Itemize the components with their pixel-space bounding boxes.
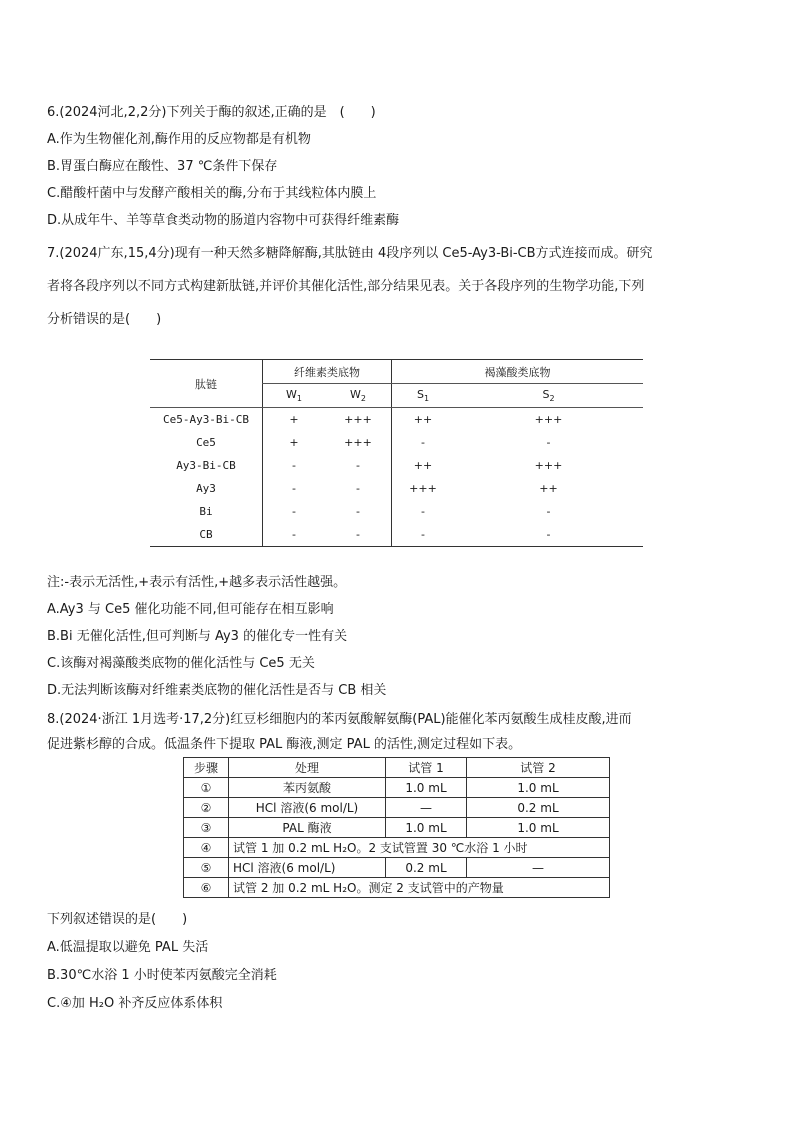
cell-s2: -	[454, 523, 643, 547]
cell-s1: ++	[392, 408, 455, 432]
q7-stem-line3: 分析错误的是( )	[47, 312, 162, 327]
cell-step: ③	[184, 818, 229, 838]
cell-s2: +++	[534, 413, 563, 426]
cell-s2: +++	[534, 459, 563, 472]
header-treatment: 处理	[229, 758, 386, 778]
cell-tube2: 1.0 mL	[467, 778, 610, 798]
cell-w2: -	[356, 505, 360, 518]
table-header-row	[184, 758, 610, 778]
cell-step: ⑥	[184, 878, 229, 898]
header-w2: $W_2$	[325, 384, 392, 408]
table-row	[184, 838, 610, 858]
cell-tube2: 0.2 mL	[467, 798, 610, 818]
cell-s1: +++	[392, 477, 455, 500]
table-row	[150, 500, 643, 523]
q8-stem-line2: 促进紫杉醇的合成。低温条件下提取 PAL 酶液,测定 PAL 的活性,测定过程如下表。	[47, 737, 522, 752]
q8-option-a: A.低温提取以避免 PAL 失活	[47, 940, 209, 955]
q7-activity-table	[150, 359, 643, 547]
cell-w1: -	[263, 477, 326, 500]
header-tube1: 试管 1	[386, 758, 467, 778]
q8-procedure-table	[183, 757, 610, 898]
cell-w1: +	[263, 431, 326, 454]
cell-treatment: HCl 溶液(6 mol/L)	[229, 798, 386, 818]
q7-option-d: D.无法判断该酶对纤维素类底物的催化活性是否与 CB 相关	[47, 683, 387, 698]
cell-w2: +++	[344, 436, 372, 449]
cell-step: ⑤	[184, 858, 229, 878]
cell-s2: ++	[539, 482, 558, 495]
table-row	[150, 454, 643, 477]
header-w1: $W_1$	[263, 384, 326, 408]
q7-stem-line1: 7.(2024广东,15,4分)现有一种天然多糖降解酶,其肽链由 4段序列以 Ce5-Ay3-Bi-CB方式连接而成。研究	[47, 246, 653, 261]
q6-option-a: A.作为生物催化剂,酶作用的反应物都是有机物	[47, 132, 311, 147]
header-s1: $S_1$	[392, 384, 455, 408]
header-step: 步骤	[184, 758, 229, 778]
cell-tube1: —	[386, 798, 467, 818]
table-row	[184, 778, 610, 798]
header-s2: $S_2$	[454, 384, 643, 408]
header-tube2: 试管 2	[467, 758, 610, 778]
q8-question: 下列叙述错误的是( )	[47, 912, 188, 927]
row-name: Ce5	[196, 436, 216, 449]
q7-note: 注:-表示无活性,+表示有活性,+越多表示活性越强。	[47, 575, 347, 590]
cell-s1: ++	[392, 454, 455, 477]
row-name: CB	[150, 523, 263, 547]
cell-tube1: 1.0 mL	[386, 778, 467, 798]
cell-merged-treatment: 试管 2 加 0.2 mL H₂O。测定 2 支试管中的产物量	[229, 878, 610, 898]
table-row	[184, 878, 610, 898]
cell-w2: -	[356, 459, 360, 472]
q8-option-c: C.④加 H₂O 补齐反应体系体积	[47, 996, 223, 1011]
q6-option-c: C.醋酸杆菌中与发酵产酸相关的酶,分布于其线粒体内膜上	[47, 186, 377, 201]
table-row	[150, 477, 643, 500]
row-name: Ay3	[196, 482, 216, 495]
cell-tube2: —	[467, 858, 610, 878]
cell-s1: -	[392, 523, 455, 547]
table-row	[150, 431, 643, 454]
cell-step: ②	[184, 798, 229, 818]
cell-s1: -	[392, 500, 455, 523]
cell-tube1: 1.0 mL	[386, 818, 467, 838]
q7-stem-line2: 者将各段序列以不同方式构建新肽链,并评价其催化活性,部分结果见表。关于各段序列的生物学功能,下列	[47, 279, 645, 294]
cell-s2: -	[546, 505, 551, 518]
cell-w2: -	[356, 482, 360, 495]
q8-option-b: B.30℃水浴 1 小时使苯丙氨酸完全消耗	[47, 968, 277, 983]
row-name: Ce5-Ay3-Bi-CB	[162, 413, 250, 426]
cell-w2: -	[325, 523, 392, 547]
cell-w2: +++	[344, 413, 372, 426]
q6-option-b: B.胃蛋白酶应在酸性、37 ℃条件下保存	[47, 159, 278, 174]
q7-option-b: B.Bi 无催化活性,但可判断与 Ay3 的催化专一性有关	[47, 629, 348, 644]
cell-w1: -	[263, 500, 326, 523]
header-cellulose: 纤维素类底物	[263, 360, 392, 384]
cell-tube2: 1.0 mL	[467, 818, 610, 838]
cell-w1: -	[263, 454, 326, 477]
row-name: Bi	[199, 505, 213, 518]
header-peptide: 肽链	[150, 360, 263, 408]
cell-w1: +	[263, 408, 326, 432]
cell-tube1: 0.2 mL	[386, 858, 467, 878]
header-alginate: 褐藻酸类底物	[392, 360, 644, 384]
cell-s2: -	[546, 436, 551, 449]
q7-option-c: C.该酶对褐藻酸类底物的催化活性与 Ce5 无关	[47, 656, 315, 671]
cell-s1: -	[392, 431, 455, 454]
table-row	[150, 523, 643, 547]
row-name: Ay3-Bi-CB	[176, 459, 236, 472]
q6-stem: 6.(2024河北,2,2分)下列关于酶的叙述,正确的是 ( )	[47, 105, 376, 120]
cell-step: ①	[184, 778, 229, 798]
cell-merged-treatment: 试管 1 加 0.2 mL H₂O。2 支试管置 30 ℃水浴 1 小时	[229, 838, 610, 858]
cell-treatment: PAL 酶液	[229, 818, 386, 838]
cell-treatment: HCl 溶液(6 mol/L)	[229, 858, 386, 878]
q6-option-d: D.从成年牛、羊等草食类动物的肠道内容物中可获得纤维素酶	[47, 213, 400, 228]
q8-stem-line1: 8.(2024·浙江 1月选考·17,2分)红豆杉细胞内的苯丙氨酸解氨酶(PAL)能催化苯丙氨酸生成桂皮酸,进而	[47, 712, 632, 727]
q7-option-a: A.Ay3 与 Ce5 催化功能不同,但可能存在相互影响	[47, 602, 334, 617]
table-row	[184, 858, 610, 878]
cell-treatment: 苯丙氨酸	[229, 778, 386, 798]
cell-w1: -	[263, 523, 326, 547]
table-row	[150, 408, 643, 432]
table-row	[184, 818, 610, 838]
table-row	[184, 798, 610, 818]
cell-step: ④	[184, 838, 229, 858]
